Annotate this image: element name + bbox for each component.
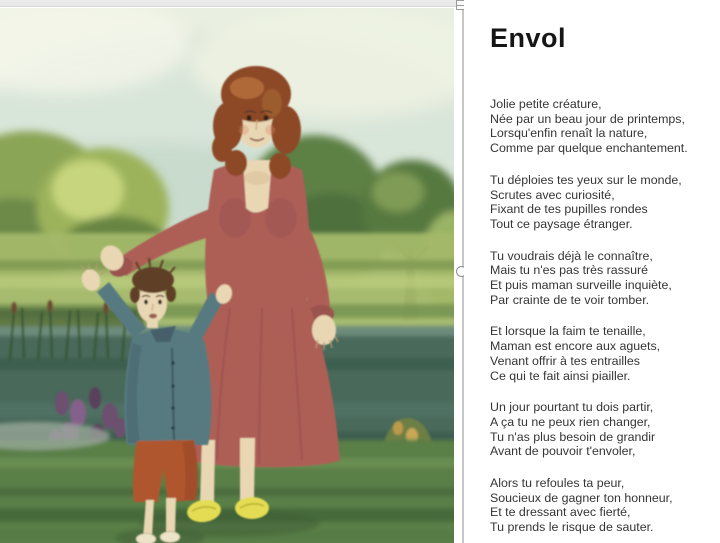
poem-line: Lorsqu'enfin renaît la nature, [490,126,648,141]
poem-line: Mais tu n'es pas très rassuré [490,263,648,278]
poem-stanza [490,400,720,459]
watercolor-painting [0,8,454,543]
poem-line: Par crainte de te voir tomber. [490,292,650,307]
poem-line: Soucieux de gagner ton honneur, [490,490,673,505]
poem-line: Tu déploies tes yeux sur le monde, [490,172,682,187]
poem-line: Tu voudrais déjà le connaître, [490,248,653,263]
poem-line: Comme par quelque enchantement. [490,141,688,156]
poem-line: Tu n'as plus besoin de grandir [490,429,656,444]
page-title: Envol [490,23,567,53]
poem-line: Jolie petite créature, [490,97,602,111]
poem-line: Et te dressant avec fierté, [490,505,631,520]
poem-line: Venant offrir à tes entrailles [490,353,640,368]
poem-line: Tu prends le risque de sauter. [490,520,654,535]
poem-line: Tout ce paysage étranger. [490,216,633,231]
poem-stanza [490,324,720,383]
poem-line: Scrutes avec curiosité, [490,187,615,202]
poem-line: Née par un beau jour de printemps, [490,111,685,126]
poem-stanza [490,249,720,308]
poem-line: Avant de pouvoir t'envoler, [490,444,636,459]
poem-page [464,0,720,543]
poem-line: Alors tu refoules ta peur, [490,476,625,491]
poem [464,97,720,535]
poem-line: Et lorsque la faim te tenaille, [490,324,646,339]
poem-stanza [490,173,720,232]
poem-line: Et puis maman surveille inquiète, [490,278,672,293]
illustration [0,8,454,543]
poem-stanza [490,97,720,156]
poem-line: Maman est encore aux aguets, [490,339,661,354]
poem-line: A ça tu ne peux rien changer, [490,414,651,429]
poem-line: Un jour pourtant tu dois partir, [490,400,654,415]
poem-stanza [490,476,720,535]
poem-line: Ce qui te fait ainsi piailler. [490,368,631,383]
poem-line: Fixant de tes pupilles rondes [490,202,648,217]
